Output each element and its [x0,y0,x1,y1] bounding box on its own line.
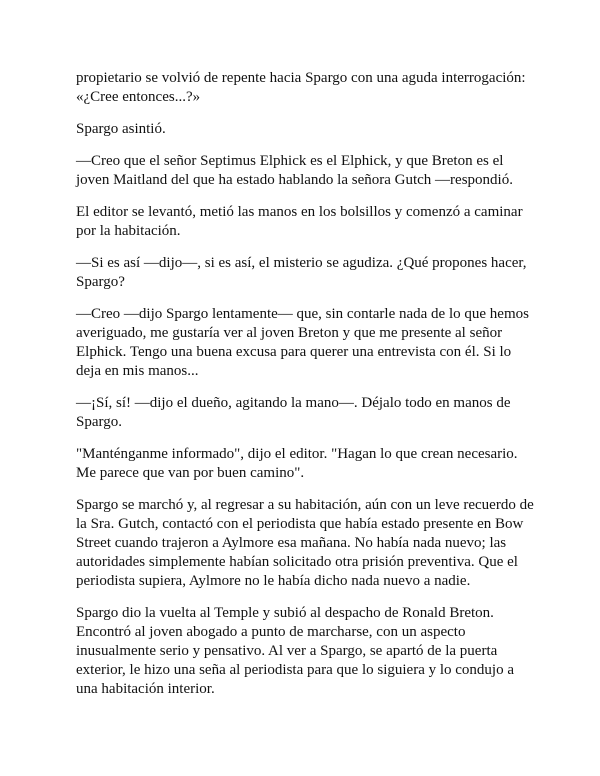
paragraph: —Creo —dijo Spargo lentamente— que, sin contarle nada de lo que hemos averiguado, me gustaría ver al joven Breton y que me presente al señor Elphick. Tengo una buena excusa para querer una entrevista con él. Si lo deja en mis manos... [76,306,529,379]
paragraph: El editor se levantó, metió las manos en los bolsillos y comenzó a caminar por la habitación. [76,204,523,239]
paragraph: "Manténganme informado", dijo el editor. "Hagan lo que crean necesario. Me parece que van por buen camino". [76,446,518,481]
paragraph: —Si es así —dijo—, si es así, el misterio se agudiza. ¿Qué propones hacer, Spargo? [76,255,527,290]
document-body [76,69,536,712]
paragraph: Spargo se marchó y, al regresar a su habitación, aún con un leve recuerdo de la Sra. Gutch, contactó con el periodista que había estado presente en Bow Street cuando trajeron a Aylmore esa mañana. No había nada nuevo; las autoridades simplemente habían solicitado otra prisión preventiva. Que el periodista supiera, Aylmore no le había dicho nada nuevo a nadie. [76,497,534,589]
paragraph: propietario se volvió de repente hacia Spargo con una aguda interrogación: «¿Cree entonces...?» [76,70,526,105]
paragraph: —¡Sí, sí! —dijo el dueño, agitando la mano—. Déjalo todo en manos de Spargo. [76,395,511,430]
paragraph: —Creo que el señor Septimus Elphick es el Elphick, y que Breton es el joven Maitland del que ha estado hablando la señora Gutch —respondió. [76,153,513,188]
paragraph: Spargo dio la vuelta al Temple y subió al despacho de Ronald Breton. Encontró al joven abogado a punto de marcharse, con un aspecto inusualmente serio y pensativo. Al ver a Spargo, se apartó de la puerta exterior, le hizo una seña al periodista para que lo siguiera y lo condujo a una habitación interior. [76,605,514,697]
paragraph: Spargo asintió. [76,121,166,137]
